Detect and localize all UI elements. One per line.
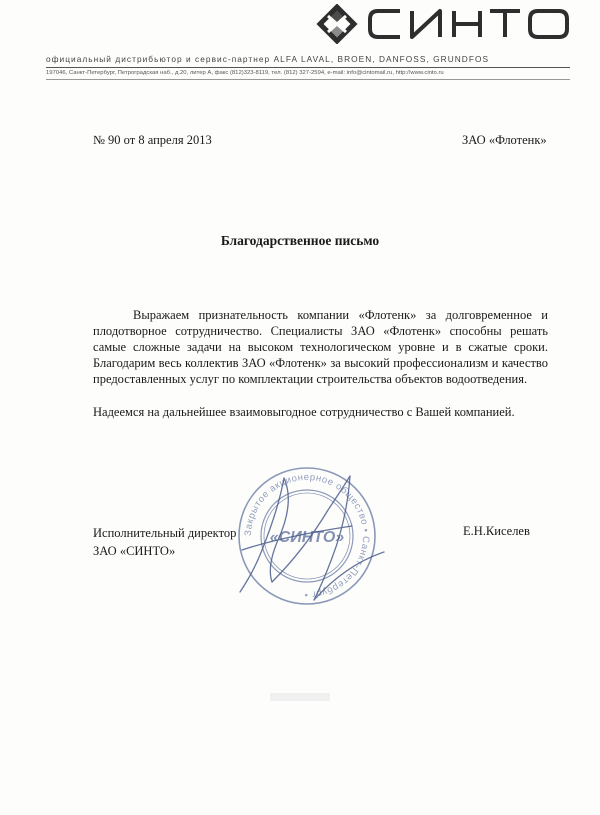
stamp-center-text: «СИНТО»	[269, 529, 345, 546]
letterhead-divider-bottom	[46, 79, 570, 80]
letterhead	[0, 0, 600, 90]
logo-diamond-icon	[316, 4, 358, 44]
logo-wordmark	[366, 7, 571, 41]
stamp-ring-text: Закрытое акционерное общество • Санкт-Петербург •	[242, 471, 372, 601]
letterhead-divider	[46, 67, 570, 68]
faint-mark-shape	[270, 690, 330, 704]
signatory-title: Исполнительный директор	[93, 526, 237, 540]
letterhead-address: 197046, Санкт-Петербург, Петроградская наб., д.20, литер А, факс (812)323-8119, тел. (812) 327-2594, e-mail: info@cintomail.ru, http://www.cinto.ru	[46, 70, 444, 76]
letter-body	[93, 307, 548, 420]
signatory-position	[93, 524, 236, 560]
body-paragraph: Надеемся на дальнейшее взаимовыгодное сотрудничество с Вашей компанией.	[93, 405, 515, 419]
document-title: Благодарственное письмо	[220, 233, 380, 248]
body-paragraph: Выражаем признательность компании «Флотенк» за долговременное и плодотворное сотрудничество. Специалисты ЗАО «Флотенк» способны решать самые сложные задачи на высоком технологическом уровне и в сжатые сроки. Благодарим весь коллектив ЗАО «Флотенк» за высокий профессионализм и качество предоставленных услуг по комплектации строительства объектов водоотведения.	[93, 308, 548, 386]
document-reference: № 90 от 8 апреля 2013	[93, 133, 212, 147]
addressee: ЗАО «Флотенк»	[462, 133, 547, 147]
faint-background-mark	[270, 690, 330, 707]
logo-text: СИНТО	[366, 7, 370, 8]
signatory-company: ЗАО «СИНТО»	[93, 544, 176, 558]
company-logo	[316, 4, 572, 44]
signatory-name: Е.Н.Киселев	[463, 524, 530, 538]
letterhead-tagline: официальный дистрибьютор и сервис-партнер ALFA LAVAL, BROEN, DANFOSS, GRUNDFOS	[46, 54, 490, 64]
handwritten-signature	[232, 470, 402, 620]
